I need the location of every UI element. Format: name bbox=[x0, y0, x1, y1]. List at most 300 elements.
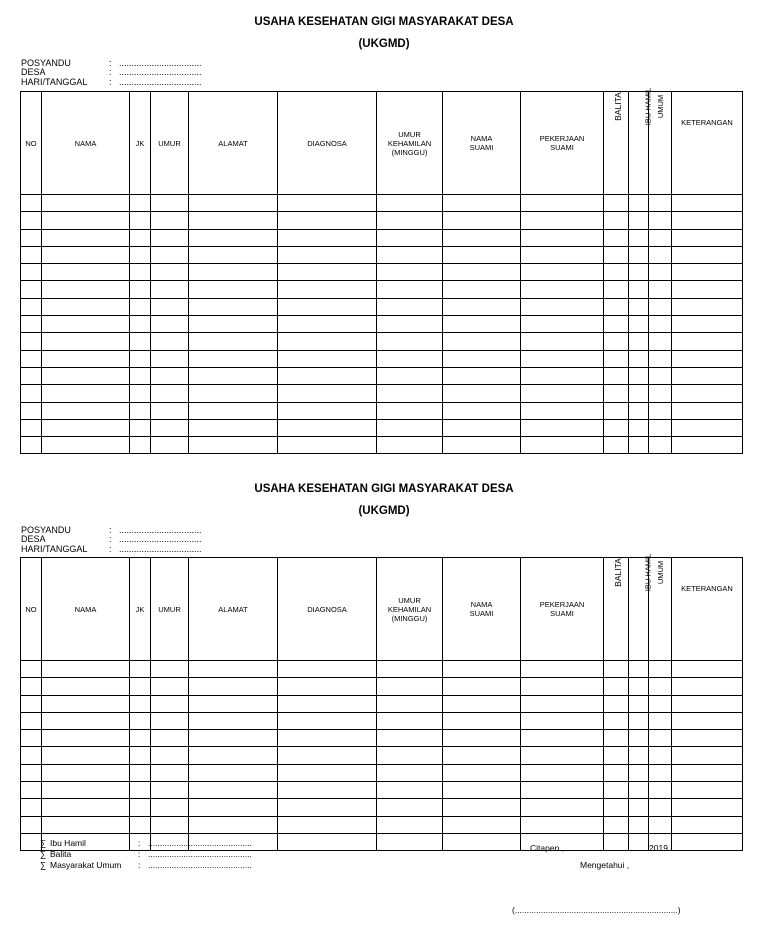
table-cell bbox=[377, 316, 443, 333]
table-cell bbox=[629, 661, 649, 678]
table-cell bbox=[377, 281, 443, 298]
table-cell bbox=[649, 367, 672, 384]
signature-line: (.....................................................................) bbox=[512, 905, 681, 915]
table-cell bbox=[130, 385, 151, 402]
col-umur: UMUR bbox=[151, 92, 189, 195]
table-cell bbox=[130, 419, 151, 436]
table-cell bbox=[21, 350, 42, 367]
table-cell bbox=[443, 799, 521, 816]
table-cell bbox=[42, 212, 130, 229]
table-cell bbox=[604, 195, 629, 212]
table-cell bbox=[278, 437, 377, 454]
table-cell bbox=[629, 316, 649, 333]
table-cell bbox=[377, 437, 443, 454]
table-cell bbox=[42, 816, 130, 833]
table-cell bbox=[130, 782, 151, 799]
table-cell bbox=[151, 661, 189, 678]
table-cell bbox=[377, 678, 443, 695]
table-row bbox=[21, 419, 743, 436]
table-cell bbox=[604, 385, 629, 402]
table-cell bbox=[443, 367, 521, 384]
summary-value: ............................................ bbox=[148, 849, 252, 859]
table-cell bbox=[629, 212, 649, 229]
table-cell bbox=[649, 402, 672, 419]
table-cell bbox=[649, 730, 672, 747]
table-cell bbox=[21, 712, 42, 729]
form2-table bbox=[20, 553, 743, 851]
table-row bbox=[21, 385, 743, 402]
table-cell bbox=[42, 437, 130, 454]
table-cell bbox=[151, 367, 189, 384]
meta-value: ................................. bbox=[119, 76, 202, 87]
table-cell bbox=[278, 316, 377, 333]
table-cell bbox=[521, 661, 604, 678]
table-cell bbox=[42, 419, 130, 436]
table-cell bbox=[377, 195, 443, 212]
col-umur: UMUR bbox=[151, 558, 189, 661]
table-cell bbox=[21, 437, 42, 454]
table-cell bbox=[443, 816, 521, 833]
table-cell bbox=[672, 350, 743, 367]
table-cell bbox=[42, 402, 130, 419]
table-cell bbox=[151, 816, 189, 833]
col-nama-suami: NAMA SUAMI bbox=[443, 92, 521, 195]
table-cell bbox=[672, 385, 743, 402]
table-cell bbox=[151, 385, 189, 402]
table-cell bbox=[521, 764, 604, 781]
table-cell bbox=[649, 695, 672, 712]
table-cell bbox=[672, 799, 743, 816]
table-cell bbox=[377, 333, 443, 350]
table-cell bbox=[672, 316, 743, 333]
table-cell bbox=[672, 195, 743, 212]
table-cell bbox=[629, 799, 649, 816]
table-cell bbox=[649, 816, 672, 833]
table-cell bbox=[629, 764, 649, 781]
table-row bbox=[21, 333, 743, 350]
table-cell bbox=[377, 264, 443, 281]
table-cell bbox=[649, 229, 672, 246]
table-cell bbox=[629, 195, 649, 212]
table-cell bbox=[629, 246, 649, 263]
table-cell bbox=[189, 419, 278, 436]
sum-symbol: ∑ bbox=[40, 860, 47, 870]
table-cell bbox=[521, 264, 604, 281]
table-cell bbox=[21, 816, 42, 833]
table-cell bbox=[21, 747, 42, 764]
table-cell bbox=[278, 333, 377, 350]
col-jk: JK bbox=[130, 92, 151, 195]
table-cell bbox=[672, 367, 743, 384]
col-jk: JK bbox=[130, 558, 151, 661]
meta-value: ................................. bbox=[119, 534, 202, 545]
table-cell bbox=[130, 816, 151, 833]
table-cell bbox=[604, 264, 629, 281]
table-cell bbox=[521, 195, 604, 212]
table-cell bbox=[278, 195, 377, 212]
table-cell bbox=[672, 281, 743, 298]
table-cell bbox=[151, 195, 189, 212]
table-cell bbox=[649, 712, 672, 729]
table-cell bbox=[672, 678, 743, 695]
table-row bbox=[21, 782, 743, 799]
table-cell bbox=[672, 833, 743, 850]
table-cell bbox=[130, 333, 151, 350]
table-cell bbox=[151, 350, 189, 367]
table-cell bbox=[151, 799, 189, 816]
table-cell bbox=[521, 350, 604, 367]
col-diagnosa: DIAGNOSA bbox=[278, 92, 377, 195]
table-cell bbox=[672, 730, 743, 747]
table-cell bbox=[672, 747, 743, 764]
meta-desa: DESA : ................................. bbox=[21, 535, 229, 544]
table-cell bbox=[604, 764, 629, 781]
table-cell bbox=[604, 333, 629, 350]
table-cell bbox=[21, 402, 42, 419]
col-diagnosa: DIAGNOSA bbox=[278, 558, 377, 661]
table-row bbox=[21, 246, 743, 263]
table-cell bbox=[278, 264, 377, 281]
table-cell bbox=[278, 350, 377, 367]
meta-posyandu: POSYANDU : ................................. bbox=[21, 526, 229, 535]
table-cell bbox=[521, 816, 604, 833]
table-cell bbox=[278, 764, 377, 781]
meta-desa: DESA : ................................. bbox=[21, 68, 229, 77]
table-cell bbox=[130, 712, 151, 729]
table-cell bbox=[278, 298, 377, 315]
table-row bbox=[21, 747, 743, 764]
table-row bbox=[21, 316, 743, 333]
header-row bbox=[21, 558, 743, 661]
table-cell bbox=[21, 195, 42, 212]
table-cell bbox=[649, 298, 672, 315]
form2-subtitle: (UKGMD) bbox=[358, 505, 410, 517]
table-cell bbox=[629, 229, 649, 246]
table-cell bbox=[130, 298, 151, 315]
table-cell bbox=[672, 212, 743, 229]
table-cell bbox=[672, 661, 743, 678]
table-cell bbox=[521, 419, 604, 436]
table-cell bbox=[649, 419, 672, 436]
table-cell bbox=[21, 212, 42, 229]
table-cell bbox=[604, 350, 629, 367]
table-cell bbox=[189, 246, 278, 263]
table-row bbox=[21, 264, 743, 281]
table-cell bbox=[377, 661, 443, 678]
table-cell bbox=[443, 195, 521, 212]
table-cell bbox=[42, 385, 130, 402]
summary-ibu-hamil: ∑ Ibu Hamil : ............................................ bbox=[40, 838, 252, 848]
table-cell bbox=[189, 264, 278, 281]
table-cell bbox=[672, 712, 743, 729]
table-cell bbox=[151, 437, 189, 454]
table-cell bbox=[278, 678, 377, 695]
table-cell bbox=[604, 816, 629, 833]
table-cell bbox=[21, 695, 42, 712]
table-cell bbox=[278, 782, 377, 799]
table-cell bbox=[189, 661, 278, 678]
table-cell bbox=[521, 246, 604, 263]
table-cell bbox=[130, 799, 151, 816]
table-cell bbox=[629, 730, 649, 747]
table-cell bbox=[629, 350, 649, 367]
table-cell bbox=[377, 712, 443, 729]
acknowledged-label: Mengetahui , bbox=[580, 860, 630, 870]
table-cell bbox=[604, 402, 629, 419]
col-balita: BALITA bbox=[604, 558, 629, 661]
table-cell bbox=[130, 661, 151, 678]
table-cell bbox=[42, 678, 130, 695]
table-cell bbox=[377, 799, 443, 816]
table-cell bbox=[21, 764, 42, 781]
table-cell bbox=[604, 799, 629, 816]
table-cell bbox=[21, 281, 42, 298]
table-cell bbox=[42, 712, 130, 729]
table-cell bbox=[278, 402, 377, 419]
table-cell bbox=[521, 298, 604, 315]
table-cell bbox=[521, 799, 604, 816]
table-cell bbox=[130, 246, 151, 263]
table-cell bbox=[629, 437, 649, 454]
meta-hari-tanggal: HARI/TANGGAL : ................................. bbox=[21, 545, 229, 554]
col-pekerjaan-suami: PEKERJAAN SUAMI bbox=[521, 558, 604, 661]
table-cell bbox=[672, 264, 743, 281]
table-cell bbox=[42, 764, 130, 781]
table-cell bbox=[130, 678, 151, 695]
table-cell bbox=[649, 195, 672, 212]
table-cell bbox=[151, 712, 189, 729]
table-cell bbox=[672, 298, 743, 315]
table-cell bbox=[189, 385, 278, 402]
table-cell bbox=[672, 419, 743, 436]
table-cell bbox=[21, 730, 42, 747]
table-cell bbox=[278, 799, 377, 816]
table-cell bbox=[151, 764, 189, 781]
table-cell bbox=[672, 782, 743, 799]
table-cell bbox=[443, 437, 521, 454]
table-cell bbox=[443, 212, 521, 229]
col-keterangan: KETERANGAN bbox=[672, 92, 743, 195]
table-cell bbox=[377, 764, 443, 781]
table-cell bbox=[443, 764, 521, 781]
summary-value: ............................................ bbox=[148, 860, 252, 870]
form1-meta bbox=[21, 59, 229, 87]
table-cell bbox=[443, 281, 521, 298]
table-cell bbox=[151, 246, 189, 263]
col-no: NO bbox=[21, 92, 42, 195]
table-cell bbox=[151, 419, 189, 436]
table-cell bbox=[649, 764, 672, 781]
table-cell bbox=[189, 333, 278, 350]
table-row bbox=[21, 367, 743, 384]
table-cell bbox=[278, 712, 377, 729]
table-cell bbox=[151, 229, 189, 246]
table-cell bbox=[521, 316, 604, 333]
table-cell bbox=[649, 264, 672, 281]
table-row bbox=[21, 195, 743, 212]
summary-masyarakat-umum: ∑ Masyarakat Umum : ............................................ bbox=[40, 860, 252, 870]
col-balita: BALITA bbox=[604, 92, 629, 195]
table-cell bbox=[151, 316, 189, 333]
table-cell bbox=[443, 712, 521, 729]
meta-label: DESA bbox=[21, 67, 46, 78]
table-cell bbox=[189, 437, 278, 454]
table-cell bbox=[604, 419, 629, 436]
table-cell bbox=[672, 229, 743, 246]
table-cell bbox=[443, 833, 521, 850]
table-cell bbox=[377, 350, 443, 367]
table-cell bbox=[521, 367, 604, 384]
col-ibu-hamil: IBU HAMIL bbox=[629, 558, 649, 661]
table-cell bbox=[604, 298, 629, 315]
table-cell bbox=[629, 281, 649, 298]
table-cell bbox=[521, 747, 604, 764]
table-row bbox=[21, 402, 743, 419]
table-cell bbox=[42, 298, 130, 315]
place-date: Citapen , .................................. 2019 bbox=[530, 843, 668, 853]
table-cell bbox=[521, 402, 604, 419]
form2-meta bbox=[21, 526, 229, 554]
table-cell bbox=[278, 385, 377, 402]
table-cell bbox=[189, 799, 278, 816]
table-cell bbox=[649, 747, 672, 764]
table-cell bbox=[604, 316, 629, 333]
table-cell bbox=[21, 298, 42, 315]
table-cell bbox=[130, 437, 151, 454]
table-cell bbox=[42, 246, 130, 263]
table-cell bbox=[629, 747, 649, 764]
table-cell bbox=[377, 747, 443, 764]
col-umum: UMUM bbox=[649, 558, 672, 661]
table-cell bbox=[443, 678, 521, 695]
table-cell bbox=[604, 367, 629, 384]
table-cell bbox=[21, 316, 42, 333]
table-cell bbox=[521, 730, 604, 747]
table-row bbox=[21, 799, 743, 816]
table-row bbox=[21, 298, 743, 315]
form1-title: USAHA KESEHATAN GIGI MASYARAKAT DESA bbox=[254, 16, 514, 28]
table-cell bbox=[649, 385, 672, 402]
meta-value: ................................. bbox=[119, 67, 202, 78]
table-cell bbox=[604, 212, 629, 229]
table-cell bbox=[604, 712, 629, 729]
table-cell bbox=[42, 782, 130, 799]
table-cell bbox=[189, 747, 278, 764]
header-row bbox=[21, 92, 743, 195]
table-cell bbox=[649, 350, 672, 367]
table-cell bbox=[21, 799, 42, 816]
table-cell bbox=[629, 333, 649, 350]
meta-value: ................................. bbox=[119, 525, 202, 535]
table-cell bbox=[189, 816, 278, 833]
table-cell bbox=[130, 264, 151, 281]
table-cell bbox=[278, 419, 377, 436]
table-cell bbox=[42, 661, 130, 678]
table-cell bbox=[443, 419, 521, 436]
table-cell bbox=[21, 782, 42, 799]
table-cell bbox=[649, 281, 672, 298]
table-cell bbox=[377, 833, 443, 850]
table-cell bbox=[443, 402, 521, 419]
table-cell bbox=[443, 246, 521, 263]
table-cell bbox=[42, 695, 130, 712]
table-cell bbox=[377, 695, 443, 712]
table-row bbox=[21, 712, 743, 729]
col-keterangan: KETERANGAN bbox=[672, 558, 743, 661]
table-cell bbox=[649, 437, 672, 454]
table-cell bbox=[521, 695, 604, 712]
table-cell bbox=[377, 419, 443, 436]
table-cell bbox=[21, 246, 42, 263]
form2-body bbox=[21, 661, 743, 851]
col-ibu-hamil: IBU HAMIL bbox=[629, 92, 649, 195]
table-cell bbox=[443, 333, 521, 350]
table-cell bbox=[672, 246, 743, 263]
table-cell bbox=[189, 316, 278, 333]
table-cell bbox=[151, 264, 189, 281]
table-cell bbox=[189, 212, 278, 229]
table-cell bbox=[278, 747, 377, 764]
sum-symbol: ∑ bbox=[40, 849, 47, 859]
table-cell bbox=[521, 212, 604, 229]
table-cell bbox=[629, 298, 649, 315]
meta-label: HARI/TANGGAL bbox=[21, 543, 88, 554]
table-row bbox=[21, 437, 743, 454]
table-cell bbox=[189, 350, 278, 367]
table-cell bbox=[278, 730, 377, 747]
table-cell bbox=[21, 229, 42, 246]
summary-label: Ibu Hamil bbox=[50, 838, 86, 848]
table-cell bbox=[42, 350, 130, 367]
table-cell bbox=[649, 316, 672, 333]
table-cell bbox=[443, 316, 521, 333]
col-alamat: ALAMAT bbox=[189, 92, 278, 195]
table-cell bbox=[189, 298, 278, 315]
table-row bbox=[21, 730, 743, 747]
table-cell bbox=[672, 764, 743, 781]
table-cell bbox=[42, 229, 130, 246]
table-cell bbox=[604, 730, 629, 747]
meta-value: ................................. bbox=[119, 58, 202, 68]
table-cell bbox=[443, 782, 521, 799]
table-cell bbox=[672, 437, 743, 454]
table-cell bbox=[21, 367, 42, 384]
table-cell bbox=[42, 333, 130, 350]
table-cell bbox=[629, 264, 649, 281]
table-cell bbox=[151, 730, 189, 747]
table-cell bbox=[649, 212, 672, 229]
table-row bbox=[21, 695, 743, 712]
table-cell bbox=[278, 281, 377, 298]
table-cell bbox=[278, 367, 377, 384]
table-cell bbox=[629, 367, 649, 384]
table-cell bbox=[130, 350, 151, 367]
form1-body bbox=[21, 195, 743, 454]
table-cell bbox=[278, 212, 377, 229]
summary-label: Masyarakat Umum bbox=[50, 860, 122, 870]
meta-label: DESA bbox=[21, 534, 46, 545]
meta-label: POSYANDU bbox=[21, 525, 71, 535]
meta-hari-tanggal: HARI/TANGGAL : ................................. bbox=[21, 78, 229, 87]
table-cell bbox=[42, 281, 130, 298]
table-cell bbox=[42, 730, 130, 747]
table-cell bbox=[151, 281, 189, 298]
table-cell bbox=[443, 661, 521, 678]
table-row bbox=[21, 281, 743, 298]
table-cell bbox=[521, 782, 604, 799]
table-cell bbox=[604, 782, 629, 799]
table-cell bbox=[42, 799, 130, 816]
